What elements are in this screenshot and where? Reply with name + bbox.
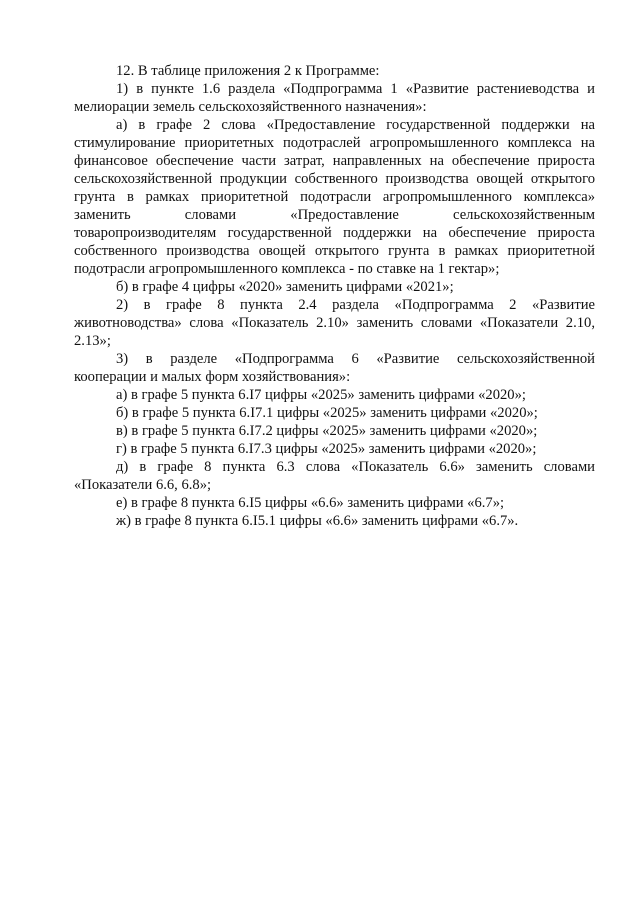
text-line: 3) в разделе «Подпрограмма 6 «Развитие сельскохозяйственной (116, 351, 595, 367)
text-line: д) в графе 8 пункта 6.3 слова «Показатель 6.6» заменить словами (116, 459, 595, 475)
text-line: «Показатели 6.6, 6.8»; (74, 477, 212, 493)
text-line: 1) в пункте 1.6 раздела «Подпрограмма 1 «Развитие растениеводства и (116, 81, 595, 97)
text-line: мелиорации земель сельскохозяйственного назначения»: (74, 99, 427, 115)
text-line: собственного производства овощей открытого грунта в рамках приоритетной (74, 243, 595, 259)
text-line: б) в графе 5 пункта 6.I7.1 цифры «2025» заменить цифрами «2020»; (116, 405, 538, 421)
text-line: б) в графе 4 цифры «2020» заменить цифрами «2021»; (116, 279, 454, 295)
text-line: а) в графе 5 пункта 6.I7 цифры «2025» заменить цифрами «2020»; (116, 387, 526, 403)
text-line: товаропроизводителям государственной поддержки на обеспечение прироста (74, 225, 595, 241)
text-line: г) в графе 5 пункта 6.I7.3 цифры «2025» заменить цифрами «2020»; (116, 441, 537, 457)
text-line: 2.13»; (74, 333, 111, 349)
text-line: е) в графе 8 пункта 6.I5 цифры «6.6» заменить цифрами «6.7»; (116, 495, 505, 511)
text-line: кооперации и малых форм хозяйствования»: (74, 369, 351, 385)
text-line: в) в графе 5 пункта 6.I7.2 цифры «2025» заменить цифрами «2020»; (116, 423, 538, 439)
text-line: сельскохозяйственной продукции собственного производства овощей открытого (74, 171, 595, 187)
text-line: животноводства» слова «Показатель 2.10» заменить словами «Показатели 2.10, (74, 315, 595, 331)
text-line: 2) в графе 8 пункта 2.4 раздела «Подпрограмма 2 «Развитие (116, 297, 595, 313)
text-line: финансовое обеспечение части затрат, направленных на обеспечение прироста (74, 153, 595, 169)
text-line: а) в графе 2 слова «Предоставление государственной поддержки на (116, 117, 595, 133)
text-line: ж) в графе 8 пункта 6.I5.1 цифры «6.6» заменить цифрами «6.7». (116, 513, 519, 529)
text-line: подотрасли агропромышленного комплекса - по ставке на 1 гектар»; (74, 261, 500, 277)
text-line: стимулирование приоритетных подотраслей агропромышленного комплекса на (74, 135, 595, 151)
text-line: 12. В таблице приложения 2 к Программе: (116, 63, 380, 79)
text-line: грунта в рамках приоритетной подотрасли агропромышленного комплекса» (74, 189, 595, 205)
text-line: заменить словами «Предоставление сельскохозяйственным (74, 207, 595, 223)
